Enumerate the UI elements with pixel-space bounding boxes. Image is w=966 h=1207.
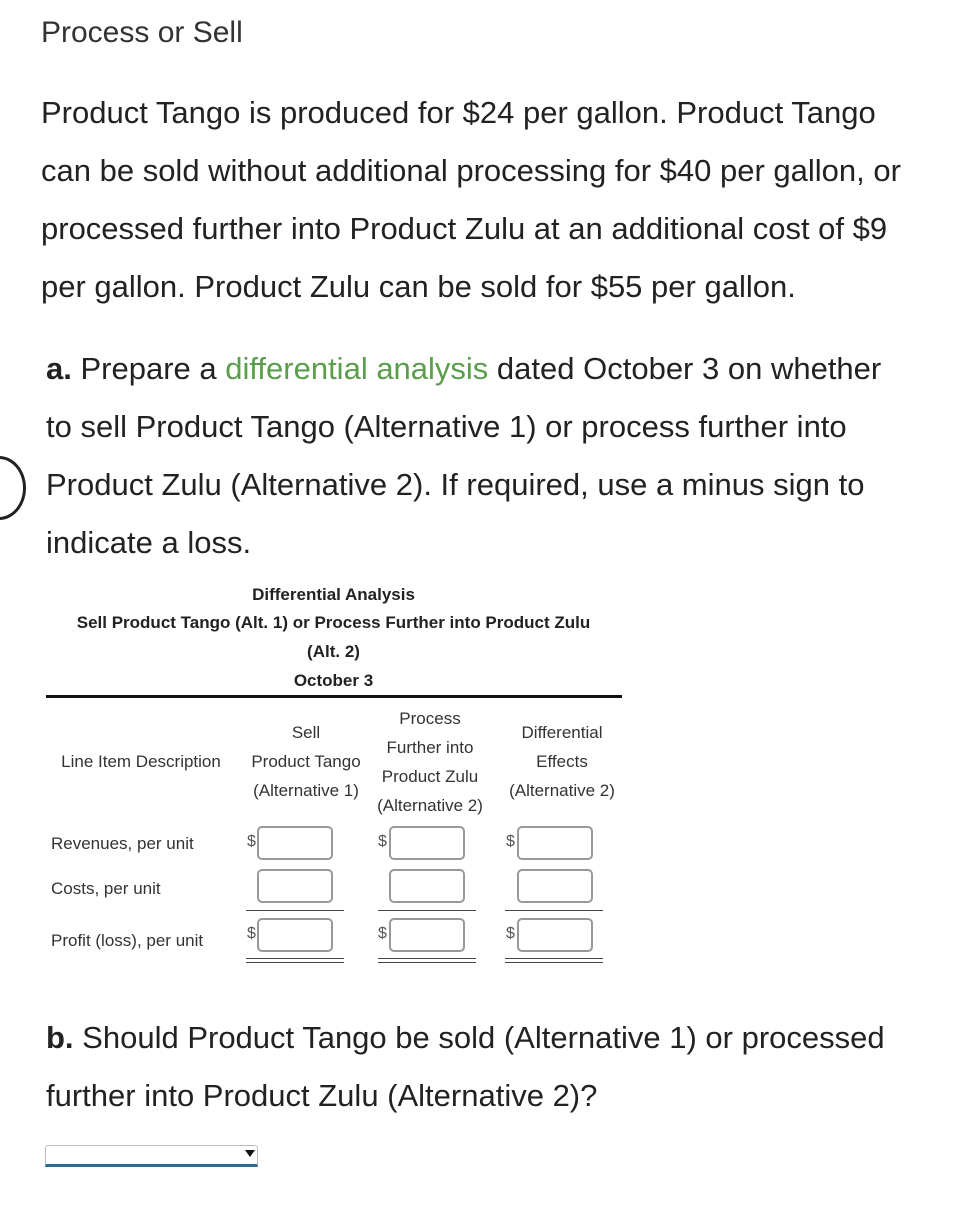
part-b-label: b. xyxy=(46,1020,74,1055)
page-title: Process or Sell xyxy=(41,16,243,49)
row-label-revenues: Revenues, per unit xyxy=(51,834,194,853)
dollar-sign: $ xyxy=(378,925,387,942)
dollar-sign: $ xyxy=(506,925,515,942)
profit-alt2-input[interactable] xyxy=(389,918,465,952)
table-date: October 3 xyxy=(293,671,374,690)
revenues-differential-input[interactable] xyxy=(517,826,593,860)
col-header-description: Line Item Description xyxy=(61,752,221,771)
part-a-label: a. xyxy=(46,351,72,386)
revenues-alt2-input[interactable] xyxy=(389,826,465,860)
part-b-text: Should Product Tango be sold (Alternative 1) or processed xyxy=(73,1020,885,1055)
differential-analysis-link[interactable]: differential analysis xyxy=(225,351,489,386)
part-b-question xyxy=(46,1009,961,1125)
costs-alt2-input[interactable] xyxy=(389,869,465,903)
problem-line: Product Tango is produced for $24 per gallon. Product Tango xyxy=(41,95,876,130)
costs-alt1-input[interactable] xyxy=(257,869,333,903)
total-double-rule xyxy=(505,962,603,963)
problem-statement xyxy=(41,84,966,316)
part-a-text: Product Zulu (Alternative 2). If required, use a minus sign to xyxy=(46,467,865,502)
row-label-profit: Profit (loss), per unit xyxy=(51,931,204,950)
problem-line: can be sold without additional processing for $40 per gallon, or xyxy=(41,153,901,188)
total-double-rule xyxy=(246,962,344,963)
total-double-rule xyxy=(378,962,476,963)
part-a-instructions xyxy=(46,340,961,572)
dollar-sign: $ xyxy=(378,833,387,850)
subtotal-rule xyxy=(378,910,476,911)
col-header-alt1: Sell Product Tango (Alternative 1) xyxy=(251,723,361,800)
chevron-down-icon xyxy=(245,1150,255,1157)
subtotal-rule xyxy=(505,910,603,911)
col-header-differential: Differential Effects (Alternative 2) xyxy=(509,723,615,800)
costs-differential-input[interactable] xyxy=(517,869,593,903)
problem-line: per gallon. Product Zulu can be sold for $55 per gallon. xyxy=(41,269,796,304)
total-double-rule xyxy=(246,958,344,959)
part-a-text: to sell Product Tango (Alternative 1) or process further into xyxy=(46,409,847,444)
answer-dropdown[interactable] xyxy=(45,1145,258,1167)
dollar-sign: $ xyxy=(247,833,256,850)
profit-differential-input[interactable] xyxy=(517,918,593,952)
total-double-rule xyxy=(378,958,476,959)
subtotal-rule xyxy=(246,910,344,911)
revenues-alt1-input[interactable] xyxy=(257,826,333,860)
table-heading: Differential Analysis xyxy=(252,585,415,604)
dollar-sign: $ xyxy=(247,925,256,942)
part-a-text: dated October 3 on whether xyxy=(488,351,882,386)
problem-line: processed further into Product Zulu at an additional cost of $9 xyxy=(41,211,888,246)
side-tab-icon[interactable] xyxy=(0,456,26,520)
part-b-text: further into Product Zulu (Alternative 2)? xyxy=(46,1078,598,1113)
part-a-text: Prepare a xyxy=(71,351,226,386)
row-label-costs: Costs, per unit xyxy=(51,879,161,898)
total-double-rule xyxy=(505,958,603,959)
profit-alt1-input[interactable] xyxy=(257,918,333,952)
table-top-rule xyxy=(46,695,622,698)
part-a-text: indicate a loss. xyxy=(46,525,252,560)
dollar-sign: $ xyxy=(506,833,515,850)
table-subheading: (Alt. 2) xyxy=(307,642,360,661)
col-header-alt2: Process Further into Product Zulu (Alternative 2) xyxy=(377,709,483,815)
table-subheading: Sell Product Tango (Alt. 1) or Process Further into Product Zulu xyxy=(76,613,591,632)
